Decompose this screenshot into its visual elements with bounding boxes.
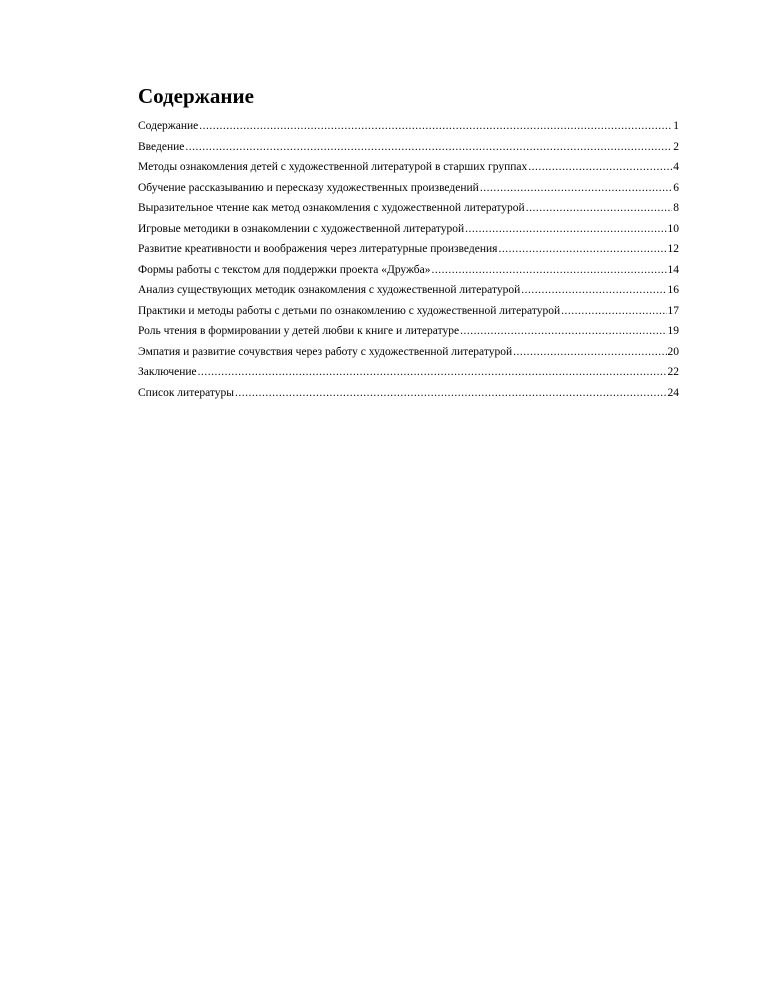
toc-dot-leader — [460, 321, 666, 342]
toc-entry[interactable] — [138, 198, 679, 219]
toc-entry[interactable] — [138, 137, 679, 158]
toc-entry[interactable] — [138, 219, 679, 240]
toc-entry-title: Введение — [138, 140, 185, 153]
toc-entry[interactable] — [138, 239, 679, 260]
toc-dot-leader — [465, 219, 666, 240]
toc-title: Содержание — [138, 84, 254, 108]
toc-entry[interactable] — [138, 116, 679, 137]
toc-entry-title: Роль чтения в формировании у детей любви к книге и литературе — [138, 325, 460, 337]
toc-entry[interactable] — [138, 280, 679, 301]
toc-entry-page: 12 — [667, 243, 679, 255]
toc-entry-page: 20 — [667, 345, 679, 358]
toc-entry[interactable] — [138, 157, 679, 178]
toc-entry-title: Список литературы — [138, 386, 234, 399]
toc-entry-title: Обучение рассказыванию и пересказу художественных произведений — [138, 181, 479, 194]
toc-dot-leader — [498, 239, 666, 260]
toc-dot-leader — [561, 301, 666, 322]
toc-entry-page: 4 — [673, 161, 679, 173]
toc-entry-title: Методы ознакомления детей с художественной литературой в старших группах — [138, 161, 528, 173]
toc-entry[interactable] — [138, 342, 679, 363]
toc-entry-title: Формы работы с текстом для поддержки проекта «Дружба» — [138, 263, 431, 276]
toc-entry[interactable] — [138, 260, 679, 281]
toc-entry-title: Заключение — [138, 366, 197, 378]
toc-dot-leader — [198, 362, 667, 383]
toc-entry-title: Содержание — [138, 120, 199, 132]
toc-list — [138, 116, 679, 403]
toc-entry-page: 16 — [667, 284, 679, 296]
toc-entry-page: 17 — [667, 304, 679, 317]
toc-entry-title: Развитие креативности и воображения через литературные произведения — [138, 243, 498, 255]
toc-entry-page: 6 — [673, 181, 679, 194]
toc-dot-leader — [513, 342, 666, 363]
toc-entry[interactable] — [138, 301, 679, 322]
toc-entry-page: 24 — [667, 386, 679, 399]
toc-dot-leader — [526, 198, 673, 219]
toc-entry-page: 22 — [667, 366, 679, 378]
toc-entry[interactable] — [138, 178, 679, 199]
toc-dot-leader — [521, 280, 666, 301]
toc-dot-leader — [199, 116, 672, 137]
toc-entry-title: Практики и методы работы с детьми по ознакомлению с художественной литературой — [138, 304, 561, 317]
toc-dot-leader — [528, 157, 672, 178]
toc-entry[interactable] — [138, 321, 679, 342]
toc-entry-page: 1 — [673, 120, 679, 132]
toc-entry-title: Выразительное чтение как метод ознакомления с художественной литературой — [138, 202, 525, 214]
toc-entry-title: Игровые методики в ознакомлении с художественной литературой — [138, 222, 465, 235]
toc-entry-page: 2 — [673, 140, 679, 153]
toc-entry-page: 10 — [667, 222, 679, 235]
toc-dot-leader — [432, 260, 667, 281]
toc-entry-title: Анализ существующих методик ознакомления с художественной литературой — [138, 284, 521, 296]
toc-entry[interactable] — [138, 383, 679, 404]
table-of-contents — [138, 82, 679, 403]
toc-entry-title: Эмпатия и развитие сочувствия через работу с художественной литературой — [138, 345, 513, 358]
toc-entry[interactable] — [138, 362, 679, 383]
toc-entry-page: 8 — [673, 202, 679, 214]
toc-dot-leader — [235, 383, 667, 404]
toc-dot-leader — [480, 178, 672, 199]
toc-entry-page: 19 — [667, 325, 679, 337]
toc-dot-leader — [185, 137, 672, 158]
toc-entry-page: 14 — [667, 263, 679, 276]
